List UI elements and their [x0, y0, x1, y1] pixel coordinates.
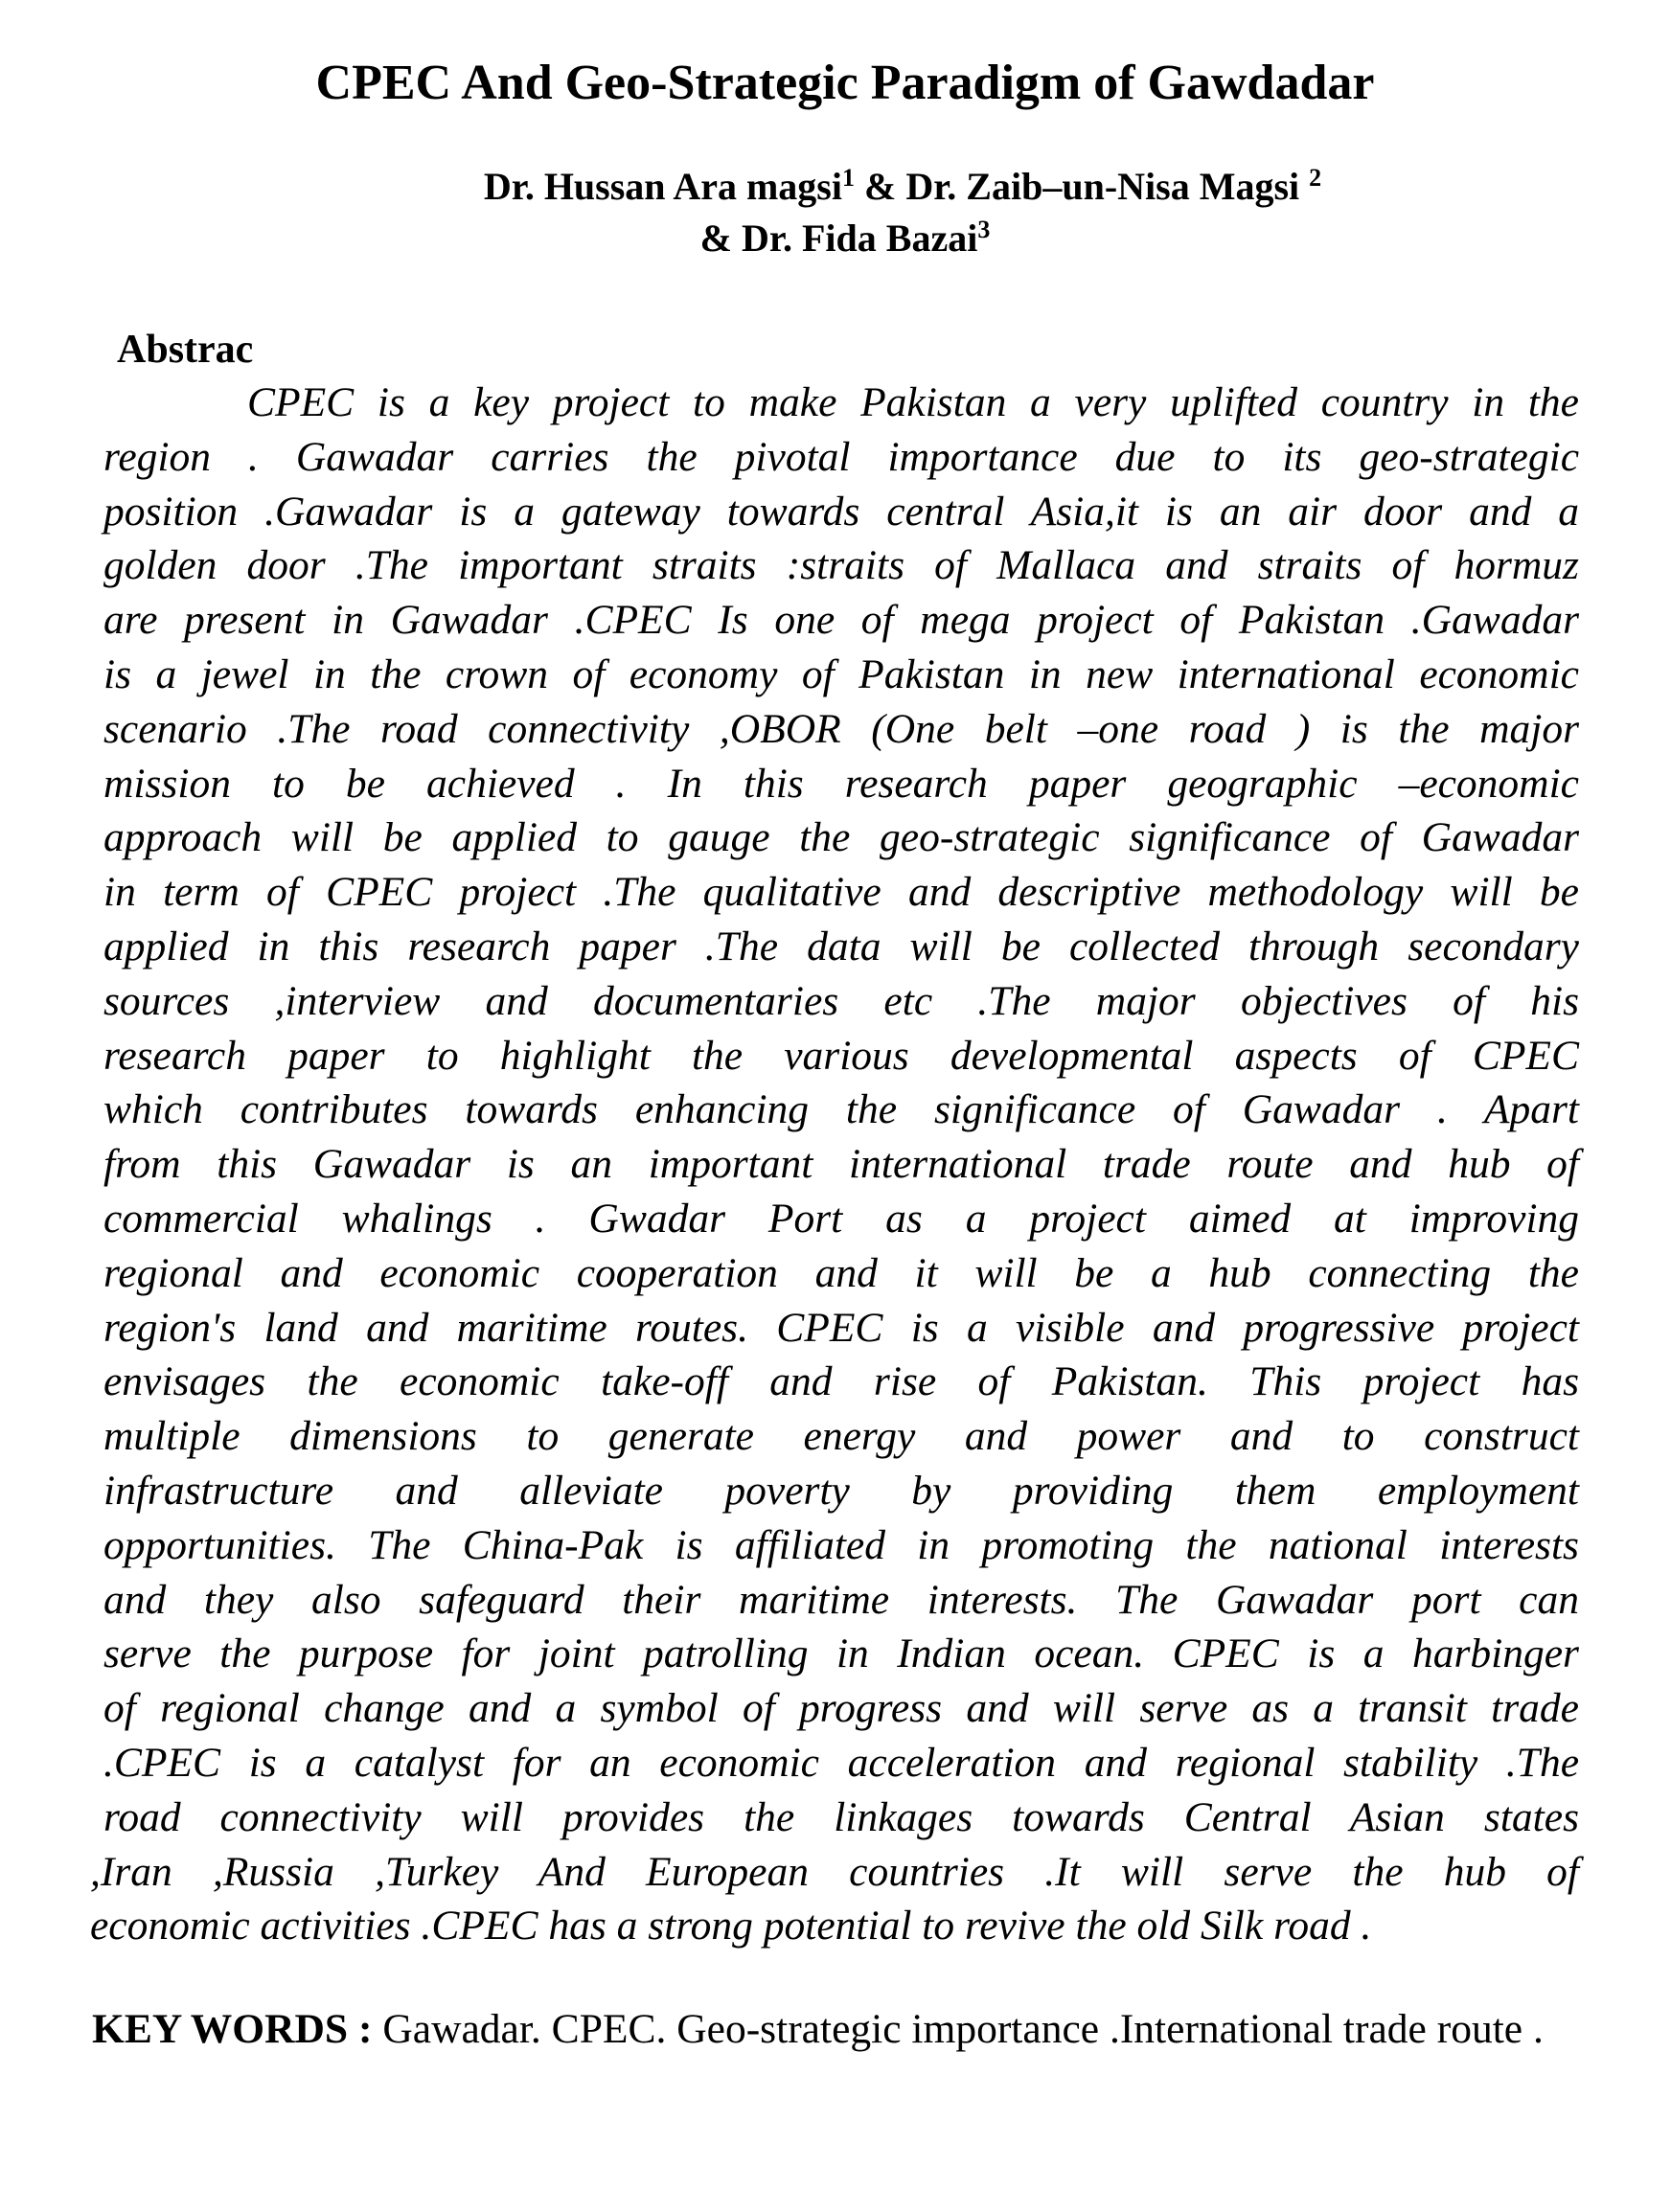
paper-title: CPEC And Geo-Strategic Paradigm of Gawdadar [315, 56, 1375, 110]
abstract-line: infrastructure and alleviate poverty by providing them employment [103, 1467, 1579, 1514]
abstract-line: envisages the economic take-off and rise of Pakistan. This project has [103, 1358, 1579, 1405]
abstract-line: applied in this research paper .The data will be collected through secondary [103, 923, 1579, 969]
abstract-line: .CPEC is a catalyst for an economic acceleration and regional stability .The [103, 1739, 1579, 1786]
keywords-label: KEY WORDS : [92, 2006, 373, 2052]
abstract-line: golden door .The important straits :straits of Mallaca and straits of hormuz [103, 542, 1579, 589]
abstract-line: are present in Gawadar .CPEC Is one of mega project of Pakistan .Gawadar [103, 597, 1579, 644]
abstract-line: road connectivity will provides the linkages towards Central Asian states [103, 1793, 1579, 1840]
abstract-line: serve the purpose for joint patrolling in Indian ocean. CPEC is a harbinger [103, 1630, 1579, 1677]
abstract-line: and they also safeguard their maritime interests. The Gawadar port can [103, 1576, 1579, 1623]
keywords [92, 2000, 1548, 2058]
abstract-heading: Abstrac [117, 328, 254, 372]
author-block [0, 161, 1671, 264]
abstract-line: opportunities. The China-Pak is affiliated in promoting the national interests [103, 1521, 1579, 1568]
author-line-1 [0, 161, 1671, 213]
abstract-line: regional and economic cooperation and it will be a hub connecting the [103, 1249, 1579, 1296]
abstract-line: sources ,interview and documentaries etc .The major objectives of his [103, 977, 1579, 1024]
abstract-line: region . Gawadar carries the pivotal importance due to its geo-strategic [103, 433, 1579, 480]
abstract-line: scenario .The road connectivity ,OBOR (One belt –one road ) is the major [103, 705, 1579, 752]
author-3-affiliation: 3 [977, 216, 991, 243]
author-2: Dr. Zaib–un-Nisa Magsi [905, 165, 1310, 208]
abstract-line: from this Gawadar is an important international trade route and hub of [103, 1141, 1579, 1188]
author-separator: & [854, 165, 906, 208]
keywords-text: Gawadar. CPEC. Geo-strategic importance .International trade route . [372, 2006, 1544, 2052]
abstract-line: region's land and maritime routes. CPEC is a visible and progressive project [103, 1304, 1579, 1351]
abstract-line: position .Gawadar is a gateway towards central Asia,it is an air door and a [103, 488, 1579, 535]
author-1-affiliation: 1 [841, 164, 855, 192]
abstract-line: which contributes towards enhancing the significance of Gawadar . Apart [103, 1086, 1579, 1133]
abstract-line: multiple dimensions to generate energy and power and to construct [103, 1413, 1579, 1460]
abstract-line: commercial whalings . Gwadar Port as a project aimed at improving [103, 1195, 1579, 1242]
abstract-line: approach will be applied to gauge the geo-strategic significance of Gawadar [103, 814, 1579, 861]
abstract-line: economic activities .CPEC has a strong potential to revive the old Silk road . [90, 1903, 1372, 1950]
author-2-affiliation: 2 [1309, 164, 1322, 192]
abstract-line: of regional change and a symbol of progress and will serve as a transit trade [103, 1685, 1579, 1732]
abstract-body [90, 376, 1579, 1953]
author-1: Dr. Hussan Ara magsi [483, 165, 842, 208]
abstract-line: is a jewel in the crown of economy of Pakistan in new international economic [103, 650, 1579, 697]
author-3: Dr. Fida Bazai [742, 217, 978, 260]
abstract-line: research paper to highlight the various developmental aspects of CPEC [103, 1032, 1579, 1079]
author-separator: & [699, 217, 742, 260]
abstract-line: in term of CPEC project .The qualitative and descriptive methodology will be [103, 869, 1579, 916]
abstract-line: CPEC is a key project to make Pakistan a very uplifted country in the [247, 379, 1579, 425]
abstract-line: mission to be achieved . In this research paper geographic –economic [103, 760, 1579, 807]
author-line-2 [0, 213, 1671, 264]
abstract-line: ,Iran ,Russia ,Turkey And European countries .It will serve the hub of [90, 1848, 1579, 1895]
